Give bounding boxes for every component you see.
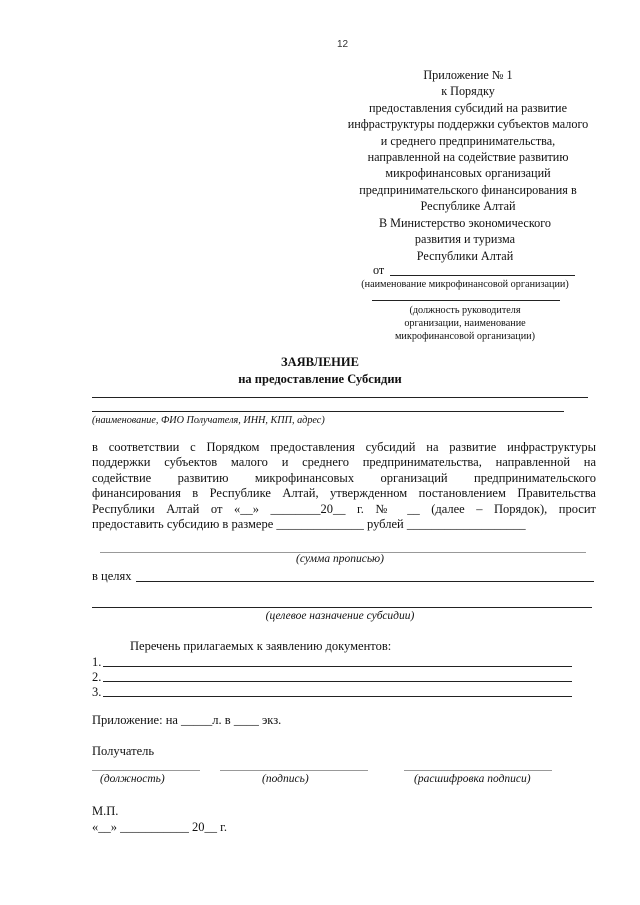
appendix-line: предпринимательского финансирования в — [359, 182, 577, 197]
from-org-line[interactable] — [390, 275, 575, 276]
purpose-line-1[interactable] — [136, 581, 594, 582]
position-caption-line: микрофинансовой организации) — [394, 331, 536, 342]
addressee-block — [345, 215, 585, 264]
body-line: поддержки субъектов малого и среднего предпринимательства, направленной на — [92, 455, 596, 470]
purpose-label: в целях — [92, 569, 132, 583]
attachment-text: Приложение: на _____л. в ____ экз. — [92, 713, 282, 727]
document-item-number: 1. — [92, 655, 102, 669]
position-caption-line: (должность руководителя — [409, 305, 521, 316]
appendix-line: Республике Алтай — [420, 199, 516, 214]
request-paragraph — [92, 440, 596, 532]
signature-line[interactable] — [220, 770, 368, 771]
position-line[interactable] — [372, 300, 560, 301]
body-line: в соответствии с Порядком предоставления субсидий на развитие инфраструктуры — [92, 440, 596, 454]
recipient-label: Получатель — [92, 744, 155, 758]
documents-heading: Перечень прилагаемых к заявлению документов: — [130, 639, 392, 653]
purpose-caption: (целевое назначение субсидии) — [265, 610, 415, 622]
stamp-label: М.П. — [92, 804, 119, 818]
name-decode-caption: (расшифровка подписи) — [414, 773, 531, 785]
addressee-line: развития и туризма — [414, 232, 516, 247]
page-number: 12 — [337, 39, 349, 50]
title-sub: на предоставление Субсидии — [238, 372, 402, 386]
position-caption-sign: (должность) — [100, 773, 165, 785]
date-line: «__» ___________ 20__ г. — [92, 820, 227, 834]
position-signature-line[interactable] — [92, 770, 200, 771]
purpose-line-2[interactable] — [92, 607, 592, 608]
signature-caption: (подпись) — [262, 773, 309, 785]
appendix-line: Приложение № 1 — [423, 68, 513, 82]
body-line: финансирования в Республике Алтай, утвержденном постановлением Правительства — [92, 486, 596, 501]
appendix-line: предоставления субсидий на развитие — [369, 100, 567, 115]
appendix-line: микрофинансовых организаций — [385, 166, 551, 181]
appendix-line: инфраструктуры поддержки субъектов малого — [347, 117, 589, 132]
addressee-line: Республики Алтай — [416, 248, 514, 263]
body-line: предоставить субсидию в размере ______________ рублей ___________________ — [92, 517, 526, 532]
amount-caption: (сумма прописью) — [295, 553, 384, 565]
recipient-line-1[interactable] — [92, 397, 588, 398]
appendix-header — [318, 67, 618, 215]
name-decode-line[interactable] — [404, 770, 552, 771]
appendix-line: направленной на содействие развитию — [367, 150, 569, 165]
recipient-caption: (наименование, ФИО Получателя, ИНН, КПП, адрес) — [92, 415, 325, 426]
document-item-line[interactable] — [103, 696, 572, 697]
body-line: содействие развитию микрофинансовых организаций предпринимательского — [92, 470, 596, 485]
body-line: Республики Алтай от «__» ________20__ г. № __ (далее – Порядок), просит — [92, 501, 596, 516]
document-item-number: 3. — [92, 685, 102, 699]
document-item-number: 2. — [92, 670, 102, 684]
addressee-line: В Министерство экономического — [378, 216, 552, 230]
from-label: от — [373, 263, 385, 277]
title-main: ЗАЯВЛЕНИЕ — [281, 355, 359, 369]
position-caption-line: организации, наименование — [404, 318, 526, 329]
document-title — [150, 354, 490, 388]
document-item-line[interactable] — [103, 681, 572, 682]
position-caption — [360, 304, 570, 343]
document-item-line[interactable] — [103, 666, 572, 667]
org-caption: (наименование микрофинансовой организации) — [361, 279, 569, 290]
appendix-line: к Порядку — [441, 84, 495, 99]
appendix-line: и среднего предпринимательства, — [380, 133, 556, 148]
recipient-line-2[interactable] — [92, 411, 564, 412]
